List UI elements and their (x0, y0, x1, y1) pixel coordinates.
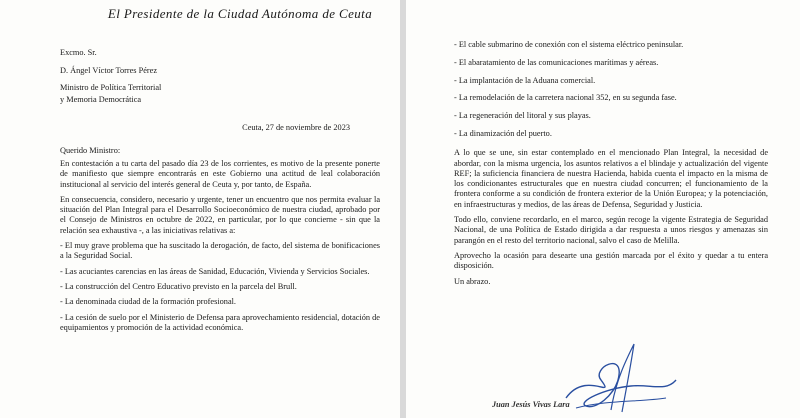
paragraph: En consecuencia, considero, necesario y urgente, tener un encuentro que nos permita evaluar la situación del Plan Integral para el Desarrollo Socioeconómico de nuestra ciudad, aprobado por el Consejo de Ministros en octubre de 2022, en particular, por lo que concierne - sin que la relación sea exhaustiva -, a las iniciativas relativas a: (60, 194, 380, 235)
recipient-line: Ministro de Política Territorial (60, 83, 162, 93)
list-item: - La remodelación de la carretera nacional 352, en su segunda fase. (454, 93, 677, 103)
initiatives-list (454, 40, 768, 139)
signature (556, 340, 696, 418)
paragraph: En contestación a tu carta del pasado día 23 de los corrientes, es motivo de la presente ponerte de manifiesto que siempre encontrarás en este Gobierno una actitud de leal colaboración institucional al servicio del interés general de Ceuta y, por tanto, de España. (60, 158, 380, 189)
list-item: - Las acuciantes carencias en las áreas de Sanidad, Educación, Vivienda y Servicios Sociales. (60, 266, 370, 276)
list-item: - La cesión de suelo por el Ministerio de Defensa para aprovechamiento residencial, dotación de equipamientos y promoción de la actividad económica. (60, 312, 380, 332)
list-item: - El abaratamiento de las comunicaciones marítimas y aéreas. (454, 57, 659, 67)
paragraph: A lo que se une, sin estar contemplado en el mencionado Plan Integral, la necesidad de abordar, con la misma urgencia, los asuntos relativos a el blindaje y actualización del vigente REF; la suficiencia financiera de nuestra Hacienda, habida cuenta el impacto en la misma de los condicionantes estructurales que en nuestra ciudad concurren; el funcionamiento de la frontera conforme a su condición de frontera exterior de la Unión Europea; y la potenciación, en infraestructuras y medios, de las áreas de Defensa, Seguridad y Justicia. (454, 148, 768, 209)
recipient-block (60, 48, 380, 105)
list-item: - La denominada ciudad de la formación profesional. (60, 297, 237, 307)
recipient-line: Excmo. Sr. (60, 48, 97, 57)
list-item: - La dinamización del puerto. (454, 128, 552, 138)
recipient-line: D. Ángel Víctor Torres Pérez (60, 65, 158, 75)
signature-name: Juan Jesús Vivas Lara (492, 400, 570, 409)
list-item: - La implantación de la Aduana comercial. (454, 75, 596, 85)
list-item: - La regeneración del litoral y sus playas. (454, 111, 591, 121)
letter-page-right (406, 0, 800, 418)
letter-date: Ceuta, 27 de noviembre de 2023 (242, 123, 350, 133)
greeting: Querido Ministro: (60, 145, 121, 155)
closing: Un abrazo. (454, 276, 491, 286)
paragraph: Todo ello, conviene recordarlo, en el marco, según recoge la vigente Estrategia de Seguridad Nacional, de una Política de Estado dirigida a dar respuesta a unos riesgos y amenazas sin parangón en el resto del territorio nacional, salvo el caso de Melilla. (454, 215, 768, 245)
paragraph: Aprovecho la ocasión para desearte una gestión marcada por el éxito y quedar a tu entera disposición. (454, 250, 768, 271)
list-item: - La construcción del Centro Educativo previsto en la parcela del Brull. (60, 281, 297, 291)
signature-scribble-icon (556, 340, 696, 418)
letterhead: El Presidente de la Ciudad Autónoma de Ceuta (107, 6, 373, 21)
recipient-line: y Memoria Democrática (60, 94, 142, 104)
list-item: - El muy grave problema que ha suscitado la derogación, de facto, del sistema de bonificaciones a la Seguridad Social. (60, 241, 380, 261)
list-item: - El cable submarino de conexión con el sistema eléctrico peninsular. (454, 40, 684, 49)
